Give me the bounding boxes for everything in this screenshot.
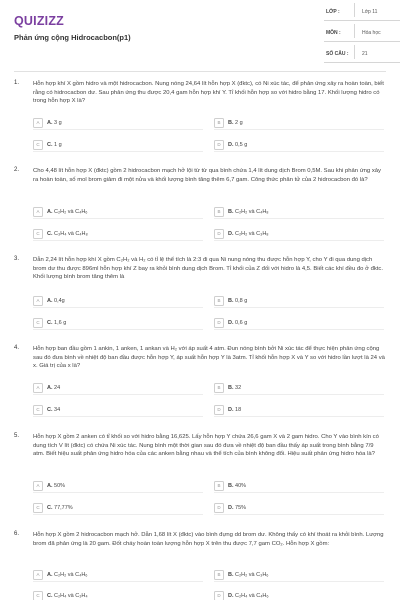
- option-text: C₂H₄ và C₄H₆: [235, 592, 269, 599]
- option-c[interactable]: [33, 405, 203, 417]
- option-c[interactable]: [33, 229, 203, 241]
- option-label: A.: [47, 297, 53, 304]
- meta-key: SỐ CÂU :: [326, 51, 349, 57]
- question-text: Cho 4,48 lít hỗn hợp X (đktc) gồm 2 hidrocacbon mạch hở lội từ từ qua bình chứa 1,4 lít dung dịch Brom 0,5M. Sau khi phản ứng xảy ra hoàn toàn, số mol brom giảm đi một nửa và khối lượng bình tăng thêm 6,7 gam. Công thức phân tử của 2 hidrocacbon đó là?: [33, 168, 382, 183]
- question-number: 3.: [14, 256, 20, 262]
- option-a[interactable]: [33, 118, 203, 130]
- option-c[interactable]: [33, 318, 203, 330]
- question-text: Hỗn hợp X gồm 2 anken có tỉ khối so với hidro bằng 16,625. Lấy hỗn hợp Y chứa 26,6 gam X và 2 gam hidro. Cho Y vào bình kín có dung tích V lít (đktc) có chứa Ni xúc tác. Nung bình một thời gian sau đó đưa về nhiệt độ ban đầu thấy áp suất trong bình bằng 7/9 atm. Biết hiệu suất phản ứng hidro hóa của các anken bằng nhau và thể tích của bình không đổi. Hiệu suất phản ứng hidro hóa là?: [33, 434, 379, 458]
- option-d[interactable]: [214, 229, 384, 241]
- option-label: B.: [228, 571, 234, 578]
- option-text: 0,6 g: [235, 319, 248, 326]
- question-number: 2.: [14, 167, 20, 173]
- option-letter: C: [33, 591, 43, 600]
- option-d[interactable]: [214, 503, 384, 515]
- option-text: 77,77%: [54, 504, 73, 511]
- meta-value: Lớp 11: [362, 9, 378, 15]
- option-letter: A: [33, 207, 43, 217]
- meta-value: Hóa học: [362, 30, 381, 36]
- header-divider: [14, 71, 386, 72]
- question-number: 6.: [14, 531, 20, 537]
- option-text: C₃H₄ và C₄H₈: [54, 230, 88, 237]
- option-c[interactable]: [33, 140, 203, 152]
- option-label: D.: [228, 504, 234, 511]
- option-text: C₂H₂ và C₄H₈: [235, 208, 269, 215]
- option-letter: D: [214, 318, 224, 328]
- option-text: C₂H₂ và C₃H₆: [235, 571, 269, 578]
- option-letter: B: [214, 481, 224, 491]
- meta-table: [324, 0, 400, 63]
- option-label: B.: [228, 119, 234, 126]
- quizizz-logo: QUIZIZZ: [14, 14, 65, 28]
- question-number: 1.: [14, 80, 20, 86]
- option-label: B.: [228, 297, 234, 304]
- option-b[interactable]: [214, 481, 384, 493]
- option-text: 3 g: [54, 119, 62, 126]
- question-text: Dẫn 2,24 lít hỗn hợp khí X gồm C₂H₂ và H₂ có tỉ lệ thể tích là 2:3 đi qua Ni nung nóng thu được hỗn hợp Y, cho Y đi qua dung dịch brom dư thu được 896ml hỗn hợp khí Z bay ra khỏi bình dung dịch Brom. Tỉ khối của Z đối với hidro là 4,5. Biết các khí đều đo ở đktc. Khối lượng bình brom tăng thêm là: [33, 257, 384, 281]
- option-label: D.: [228, 230, 234, 237]
- option-text: 50%: [54, 482, 66, 489]
- option-c[interactable]: [33, 591, 203, 600]
- option-text: 18: [235, 406, 242, 413]
- option-a[interactable]: [33, 296, 203, 308]
- meta-divider: [354, 3, 355, 17]
- option-letter: B: [214, 383, 224, 393]
- question-text: Hỗn hợp ban đầu gồm 1 ankin, 1 anken, 1 ankan và H₂ với áp suất 4 atm. Đun nóng bình bởi Ni xúc tác để thực hiện phản ứng cộng sau đó đưa bình về nhiệt độ ban đầu được hỗn hợp Y, áp suất hỗn hợp Y là 3atm. Tỉ khối hỗn hợp X và Y so với hidro lần lượt là 24 và x. Giá trị của x là?: [33, 346, 385, 370]
- option-c[interactable]: [33, 503, 203, 515]
- option-letter: D: [214, 140, 224, 150]
- option-letter: B: [214, 570, 224, 580]
- option-label: B.: [228, 482, 234, 489]
- worksheet-header: [0, 0, 400, 70]
- option-label: D.: [228, 406, 234, 413]
- option-letter: A: [33, 118, 43, 128]
- option-letter: D: [214, 503, 224, 513]
- option-label: D.: [228, 592, 234, 599]
- option-label: A.: [47, 208, 53, 215]
- meta-row-subject: [324, 21, 400, 42]
- option-d[interactable]: [214, 318, 384, 330]
- option-text: C₂H₂ và C₄H₆: [54, 571, 88, 578]
- option-text: 1,6 g: [54, 319, 67, 326]
- option-label: C.: [47, 504, 53, 511]
- option-b[interactable]: [214, 570, 384, 582]
- option-label: B.: [228, 384, 234, 391]
- option-label: C.: [47, 592, 53, 599]
- option-text: 0,4g: [54, 297, 65, 304]
- meta-divider: [354, 24, 355, 38]
- question-text: Hỗn hợp khí X gồm hidro và một hidrocacbon. Nung nóng 24,64 lít hỗn hợp X (đktc), có Ni xúc tác, để phản ứng xảy ra hoàn toàn, biết rằng có hidrocacbon dư. Sau phản ứng thu được 20,4 gam hỗn hợp khí Y. Tỉ khối hỗn hợp so với hidro bằng 17. Khối lượng hidro có trong hỗn hợp X là?: [33, 81, 384, 105]
- option-letter: C: [33, 229, 43, 239]
- option-text: 75%: [235, 504, 247, 511]
- option-letter: B: [214, 207, 224, 217]
- option-label: D.: [228, 319, 234, 326]
- option-d[interactable]: [214, 591, 384, 600]
- option-letter: C: [33, 503, 43, 513]
- option-letter: B: [214, 296, 224, 306]
- meta-key: LỚP :: [326, 9, 340, 15]
- option-letter: C: [33, 140, 43, 150]
- option-label: B.: [228, 208, 234, 215]
- option-label: A.: [47, 119, 53, 126]
- option-b[interactable]: [214, 383, 384, 395]
- option-text: 0,5 g: [235, 141, 248, 148]
- option-letter: D: [214, 591, 224, 600]
- option-text: C₂H₂ và C₃H₈: [235, 230, 269, 237]
- meta-divider: [354, 45, 355, 59]
- question-number: 4.: [14, 345, 20, 351]
- option-label: A.: [47, 571, 53, 578]
- option-letter: D: [214, 229, 224, 239]
- meta-value: 21: [362, 51, 368, 57]
- option-letter: A: [33, 481, 43, 491]
- option-text: 34: [54, 406, 61, 413]
- option-text: 1 g: [54, 141, 62, 148]
- option-label: C.: [47, 230, 53, 237]
- option-letter: A: [33, 296, 43, 306]
- option-letter: C: [33, 318, 43, 328]
- question-number: 5.: [14, 433, 20, 439]
- option-letter: C: [33, 405, 43, 415]
- option-letter: D: [214, 405, 224, 415]
- option-letter: A: [33, 383, 43, 393]
- option-letter: B: [214, 118, 224, 128]
- option-label: C.: [47, 141, 53, 148]
- option-text: 40%: [235, 482, 247, 489]
- option-label: C.: [47, 406, 53, 413]
- question-text: Hỗn hợp X gồm 2 hidrocacbon mạch hở. Dẫn 1,68 lít X (đktc) vào bình đựng dd brom dư. Không thấy có khí thoát ra khỏi bình. Lượng brom đã phản ứng là 20 gam. Đốt cháy hoàn toàn lượng hỗn hợp X trên thu được 7,7 gam CO₂. Hỗn hợp X gồm:: [33, 532, 384, 547]
- option-label: C.: [47, 319, 53, 326]
- option-b[interactable]: [214, 296, 384, 308]
- option-a[interactable]: [33, 383, 203, 395]
- option-label: A.: [47, 482, 53, 489]
- option-d[interactable]: [214, 405, 384, 417]
- option-a[interactable]: [33, 481, 203, 493]
- option-label: D.: [228, 141, 234, 148]
- meta-row-count: [324, 42, 400, 63]
- meta-key: MÔN :: [326, 30, 341, 36]
- option-b[interactable]: [214, 207, 384, 219]
- option-a[interactable]: [33, 570, 203, 582]
- option-text: 32: [235, 384, 242, 391]
- option-letter: A: [33, 570, 43, 580]
- meta-row-class: [324, 0, 400, 21]
- option-d[interactable]: [214, 140, 384, 152]
- option-text: C₂H₄ và C₃H₄: [54, 592, 88, 599]
- option-b[interactable]: [214, 118, 384, 130]
- worksheet-title: Phản ứng cộng Hidrocacbon(p1): [14, 33, 131, 42]
- option-text: C₂H₂ và C₄H₆: [54, 208, 88, 215]
- option-a[interactable]: [33, 207, 203, 219]
- option-text: 24: [54, 384, 61, 391]
- option-text: 0,8 g: [235, 297, 248, 304]
- option-text: 2 g: [235, 119, 243, 126]
- option-label: A.: [47, 384, 53, 391]
